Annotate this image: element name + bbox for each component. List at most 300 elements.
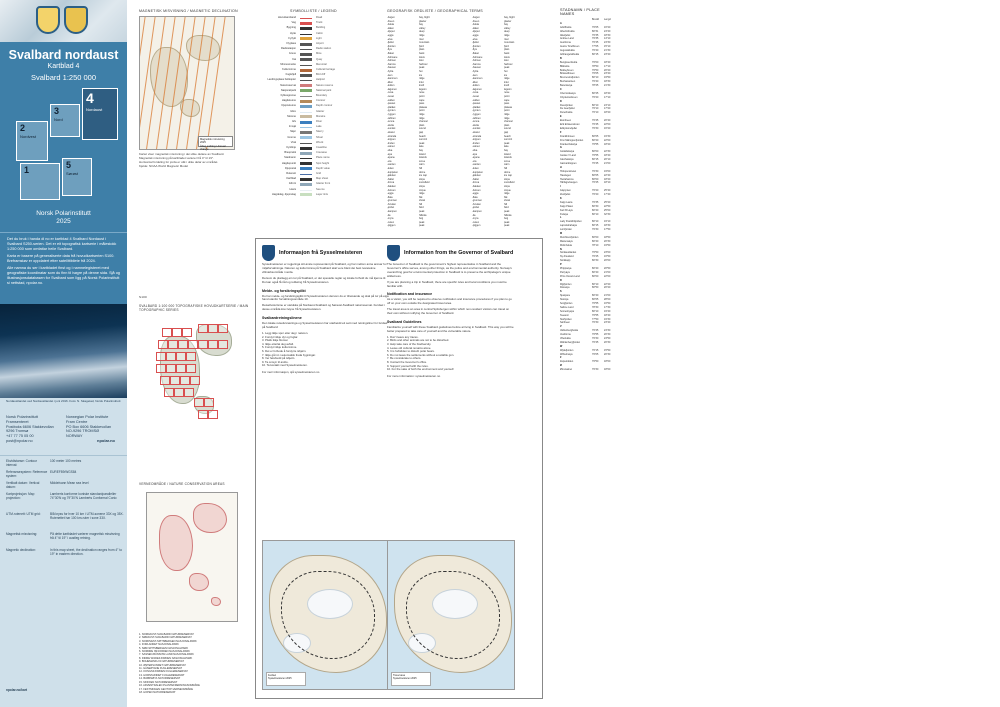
sheet-2-cell[interactable]: 2 Nordvest	[16, 121, 48, 161]
term-entry: -vatnet	[472, 145, 480, 149]
legend-label: Fylkesgrense	[280, 94, 296, 97]
description-paragraph: Alle namna du ser i kartbladet finst og i namnelegisteret med geografiske koordinatar som du finn til høgre på denne sida. Sjå og illustrasjonsdatabasen for Svalbard som ligg på Norsk Polarinstitutt si nettstad, npolar.no.	[7, 266, 120, 285]
legend-label: Minnesmerke	[280, 62, 296, 66]
legend-row	[258, 73, 363, 77]
place-name: Arkhangelskbukta	[560, 53, 580, 57]
term-entry: -botnen	[472, 188, 481, 192]
legend-row	[258, 26, 363, 30]
magnetic-declination-header: MAGNETISK MISVISNING / MAGNETIC DECLINATION	[139, 9, 238, 13]
guideline-item: 2. Forstyrr ikkje dyr og fuglar.	[262, 334, 299, 339]
place-latitude: 79°30	[592, 228, 599, 232]
legend-symbol-icon	[300, 74, 312, 77]
term-entry: -hovden	[387, 202, 397, 206]
legend-symbol-icon	[300, 121, 312, 124]
legend-label: Isbre	[290, 109, 296, 113]
legend-description: Radio station	[316, 47, 332, 51]
governor-title: Informasjon frå Sysselmeisteren	[279, 250, 363, 256]
index-sheet-cell[interactable]	[198, 324, 208, 333]
sheet-4-cell[interactable]: 4 Nordaust	[82, 88, 118, 140]
legend-description: Layer tints	[316, 192, 328, 196]
legend-description: Mine	[316, 52, 322, 56]
legend-description: Coastline	[316, 146, 327, 149]
term-entry: peak	[504, 141, 510, 145]
term-entry: -kulen	[472, 166, 479, 170]
legend-row	[258, 52, 363, 56]
legend-label: Veg	[291, 21, 296, 25]
legend-description: Lake	[316, 125, 322, 129]
index-sheet-cell[interactable]	[174, 388, 184, 397]
term-entry: lake	[419, 145, 424, 149]
index-sheet-cell[interactable]	[186, 364, 196, 373]
term-entry: nose	[419, 91, 425, 95]
term-entry: ridge	[504, 77, 510, 81]
term-entry: -lia	[472, 213, 476, 217]
section-heading: Notification and insurance	[387, 292, 433, 297]
protected-area-item: 9. BOHEMANFLYA NATURRESERVAT	[139, 660, 184, 664]
index-sheet-cell[interactable]	[176, 352, 186, 361]
term-entry: nose	[504, 91, 510, 95]
term-entry: -flata	[472, 195, 478, 199]
place-longitude: 25°00	[604, 208, 611, 212]
term-entry: hillside	[504, 213, 512, 217]
place-latitude: 79°05	[592, 352, 599, 356]
term-entry: mountain	[504, 41, 515, 45]
terms-column-norwegian	[472, 16, 502, 228]
place-latitude: 80°31	[592, 29, 599, 33]
term-entry: -hausen	[387, 66, 397, 70]
index-sheet-cell[interactable]	[164, 388, 174, 397]
section-heading: Svalbardretningslinene	[262, 316, 302, 321]
index-sheet-cell[interactable]	[186, 352, 196, 361]
travel-area-map	[262, 540, 390, 690]
index-sheet-cell[interactable]	[176, 364, 186, 373]
place-longitude: 24°50	[604, 337, 611, 341]
place-latitude: 79°55	[592, 302, 599, 306]
legend-symbol-icon	[300, 131, 312, 134]
place-name: Karl XII-øya	[560, 208, 573, 212]
place-longitude: 32°30	[604, 212, 611, 216]
place-name: Hårfagrehaugen	[560, 181, 578, 185]
place-name: Heclahamna	[560, 177, 574, 181]
index-sheet-cell[interactable]	[166, 352, 176, 361]
place-name: Phippsøya	[560, 267, 572, 270]
protected-area-item: 14. BJØRNØYA NATURRESERVAT	[139, 677, 181, 681]
index-sheet-cell[interactable]	[166, 364, 176, 373]
place-name: Brennevinsfjorden	[560, 76, 580, 80]
term-entry: plateau	[504, 105, 513, 109]
place-name: Mohnbukta	[560, 243, 572, 247]
legend-description: Nature reserve	[316, 83, 334, 87]
legend-label: Fyrlykt	[288, 36, 296, 40]
index-sheet-cell[interactable]	[156, 364, 166, 373]
index-sheet-cell[interactable]	[172, 328, 182, 337]
place-name: Sorgfjorden	[560, 302, 573, 306]
place-longitude: 18°10	[604, 181, 611, 185]
term-entry: ridge	[504, 33, 510, 37]
sheet-3-cell[interactable]: 3 Nord	[50, 104, 80, 137]
term-entry: ice	[419, 73, 423, 77]
term-entry: river	[504, 37, 509, 41]
place-longitude: 16°20	[604, 126, 611, 130]
governor-link[interactable]: For more information: sysselmeisteren.no	[387, 373, 441, 378]
place-name: Sørbreen	[560, 321, 570, 325]
place-name: Austfonna	[560, 41, 571, 45]
place-longitude: 18°20	[604, 177, 611, 181]
place-name: Austre Torellbreen	[560, 45, 580, 49]
place-name: Idunfjellet	[560, 193, 571, 197]
place-name: Isispynten	[560, 189, 571, 193]
term-entry: -jordet	[472, 206, 480, 210]
place-longitude: 17°30	[604, 305, 611, 309]
place-longitude: 21°00	[604, 294, 611, 298]
protected-area-item: 1. NORDAUST-SVALBARD NATURRESERVAT	[139, 633, 194, 636]
place-name: Albertinibukta	[560, 29, 575, 33]
letter-heading: H	[560, 165, 562, 169]
place-longitude: 20°30	[604, 352, 611, 356]
legend-row	[258, 47, 363, 51]
legend-row	[258, 94, 363, 98]
place-latitude: 80°15	[592, 224, 599, 228]
term-entry: -jøkulen	[387, 174, 396, 178]
place-latitude: 80°25	[592, 91, 599, 95]
term-entry: -hausen	[472, 66, 482, 70]
letter-heading: F	[560, 130, 562, 134]
place-latitude: 80°10	[592, 103, 599, 107]
protected-area-item: 3. NORDVEST-SPITSBERGEN NASJONALPARK	[139, 639, 197, 643]
legend-row	[258, 115, 363, 119]
place-name: Ørretvatnet	[560, 368, 572, 372]
index-sheet-cell[interactable]	[198, 340, 208, 349]
term-entry: -kilen	[387, 80, 393, 84]
index-sheet-cell[interactable]	[208, 340, 218, 349]
place-name: Erik Eriksenstretet	[560, 123, 580, 127]
legend-symbol-icon	[300, 34, 312, 35]
term-entry: ridge	[419, 33, 425, 37]
protected-area-shape	[159, 515, 193, 571]
letter-heading: C	[560, 88, 562, 92]
website-link[interactable]: npolar.no	[97, 438, 115, 443]
legend-label: Høgdelag, djupnelag	[272, 192, 296, 196]
term-entry: -elva	[472, 37, 478, 41]
legend-row	[258, 32, 363, 36]
place-latitude: 77°05	[592, 45, 599, 49]
place-latitude: 79°30	[592, 169, 599, 173]
place-latitude: 79°15	[592, 348, 599, 352]
publisher-name: Norsk Polarinstitutt	[36, 210, 91, 217]
place-longitude: 22°20	[604, 282, 611, 286]
term-entry: -hytta	[472, 69, 479, 73]
place-latitude: 79°55	[592, 142, 599, 146]
term-entry: plain	[504, 123, 510, 127]
index-sheet-cell[interactable]	[170, 376, 180, 385]
place-longitude: 20°00	[604, 259, 611, 263]
governor-info-english: Information from the Governor of Svalbard The Governor of Svalbard is the government's highest representative in Svalbard and the Governor's office serves, among other things, as the police and environmental authority. Norway's overarching goal for environmental protection in Svalbard is to preserve the archipelago's unique wilderness. If you are planning a trip in Svalbard, there are specific rules and local conditions you must be familiar with. Notification and insurance As a visitor, you will be required to observe notification and insurance procedures if you plan to go off on your own outside the designated travel area. The travel area is an area in central Spitsbergen within which non-resident visitors can travel on their own without notifying the Governor of Svalbard. Svalbard Guidelines Familiarize yourself with these Svalbard guidelines before arriving in Svalbard. This way you will be better prepared to take care of yourself and the vulnerable nature. 1. Don't leave any traces. 2. Birds and other animals are not to be disturbed. 3. Help take care of the biodiversity. 4. Leave old cultural remains alone. 5. It is forbidden to disturb polar bears. 6. Do not leave the settlements without a suitable gun. 7. Be considerate to others. 8. Contact the Governor's office. 9. Support yourself with the rules. 10. For the sake of both the environment and yourself. For more information: sysselmeisteren.no	[387, 245, 515, 381]
place-longitude: 24°40	[604, 29, 611, 33]
index-sheet-cell[interactable]	[198, 410, 208, 419]
index-sheet-cell[interactable]	[156, 352, 166, 361]
term-entry: -djupet	[472, 30, 480, 34]
email-link[interactable]: post@npolar.no	[6, 438, 33, 443]
place-longitude: 24°30	[604, 41, 611, 45]
term-entry: summit	[504, 138, 513, 142]
legend-label: Flyplass	[286, 42, 296, 45]
place-name: Duvefjorden	[560, 103, 573, 107]
place-longitude: 18°00	[604, 360, 611, 364]
place-latitude: 80°05	[592, 173, 599, 177]
term-entry: ridge	[504, 116, 510, 120]
term-entry: cape	[504, 98, 510, 102]
term-entry: -bogen	[472, 16, 480, 19]
place-latitude: 80°40	[592, 239, 599, 243]
legend-symbol-icon	[300, 96, 312, 97]
legend-symbol-icon	[300, 84, 312, 87]
legend-description: Moraine	[316, 114, 326, 118]
legend-description: Map sheet	[316, 177, 329, 181]
place-latitude: 79°20	[592, 193, 599, 197]
protected-area-item: 17. FESTNINGEN GEOTOP-VERNEOMRÅDE	[139, 687, 193, 691]
guideline-item: 7. Be considerate to others.	[387, 356, 422, 361]
governor-link[interactable]: For meir informasjon, sjå sysselmeisteren.no	[262, 369, 320, 374]
term-entry: valley	[419, 26, 426, 30]
term-entry: -elva	[387, 37, 393, 41]
place-longitude: 18°40	[604, 313, 611, 317]
index-sheet-cell[interactable]	[190, 376, 200, 385]
term-entry: -sletta	[387, 123, 394, 127]
term-entry: -bogen	[387, 16, 395, 19]
place-longitude: 21°00	[604, 161, 611, 165]
place-latitude: 77°50	[592, 317, 599, 321]
guideline-item: 3. Plukk ikkje blomar.	[262, 338, 289, 343]
place-name: Lomfjorden	[560, 228, 572, 232]
index-sheet-cell[interactable]	[180, 376, 190, 385]
term-entry: pass	[419, 102, 425, 106]
legend-label: Havis	[289, 187, 296, 191]
term-entry: slope	[419, 184, 425, 188]
legend-symbol-icon	[300, 80, 312, 81]
place-name: Chermsideøya	[560, 91, 576, 95]
term-entry: -skaret	[387, 131, 395, 134]
legend-label: Naturreservat	[280, 83, 296, 87]
index-sheet-cell[interactable]	[162, 328, 172, 337]
legend-row	[258, 141, 363, 145]
legend-description: River	[316, 120, 323, 123]
index-sheet-cell[interactable]	[208, 410, 218, 419]
protected-area-item: 2. SØRAUST-SVALBARD NATURRESERVAT	[139, 636, 192, 640]
map-note: Ferdsel Sysselmeisteren 2025	[266, 672, 306, 686]
place-longitude: 18°50	[604, 235, 611, 239]
place-latitude: 80°30	[592, 204, 599, 208]
term-entry: -toppen	[472, 138, 481, 142]
guideline-item: 5. It is forbidden to disturb polar bears.	[387, 349, 435, 354]
term-entry: island	[504, 152, 511, 156]
place-latitude: 79°25	[592, 255, 599, 259]
place-longitude: 19°30	[604, 317, 611, 321]
travel-area-map	[387, 540, 515, 690]
place-name: Sabine Land	[560, 305, 574, 309]
legend-symbol-icon	[300, 193, 312, 196]
legend-row	[258, 58, 363, 62]
term-entry: -nuten	[387, 220, 395, 224]
term-entry: islet	[504, 59, 509, 63]
place-name: Wijdefjorden	[560, 348, 574, 352]
governor-crest-icon	[262, 245, 275, 261]
place-latitude: 79°45	[592, 41, 599, 45]
legend-row	[258, 63, 363, 67]
term-entry: hillside	[419, 213, 427, 217]
index-sheet-cell[interactable]	[160, 376, 170, 385]
place-longitude: 20°40	[604, 119, 611, 123]
place-latitude: 78°25	[592, 84, 599, 88]
term-entry: -stranda	[472, 134, 482, 138]
term-entry: -fonna	[387, 181, 395, 185]
place-name: Glenhalvøya	[560, 158, 574, 162]
term-entry: -kammen	[387, 77, 398, 81]
term-entry: -neset	[472, 95, 479, 99]
term-entry: ridge	[504, 113, 510, 117]
term-entry: bay	[504, 23, 509, 27]
place-name: Sjuøyane	[560, 294, 571, 298]
legend-row	[258, 99, 363, 103]
term-entry: plain	[504, 48, 510, 52]
place-longitude: 18°00	[604, 368, 611, 372]
term-entry: -holmen	[472, 59, 482, 63]
legend-row	[258, 78, 363, 82]
place-longitude: 24°30	[604, 329, 611, 333]
legend-row	[258, 177, 363, 181]
term-entry: hill	[419, 202, 423, 206]
index-sheet-cell[interactable]	[184, 388, 194, 397]
legend-description: Track	[316, 21, 323, 25]
guideline-item: 10. For the sake of both the environment and yourself.	[387, 367, 455, 372]
legend-description: Cabin	[316, 31, 323, 35]
term-entry: -piggen	[387, 224, 396, 228]
place-name: Martensøya	[560, 239, 573, 243]
index-sheet-cell[interactable]	[208, 324, 218, 333]
index-sheet-cell[interactable]	[194, 398, 204, 407]
place-name: Zeipelodden	[560, 360, 574, 364]
place-longitude: 20°10	[604, 158, 611, 162]
index-sheet-cell[interactable]	[204, 398, 214, 407]
term-entry: ridge	[504, 192, 510, 196]
legend-description: Memorial	[316, 62, 327, 66]
place-latitude: 79°50	[592, 68, 599, 72]
letter-heading: K	[560, 196, 562, 200]
legend-description: Road	[316, 16, 323, 19]
index-sheet-cell[interactable]	[188, 340, 198, 349]
term-entry: -botnen	[387, 188, 396, 192]
place-longitude: 28°00	[604, 298, 611, 302]
term-entry: -vika	[472, 148, 478, 152]
governor-info-norwegian: Informasjon frå Sysselmeisteren Sysselmeisteren er regjeringa sitt øvste representant på Svalbard, og har mellom anna ansvar for miljøforvaltninga. Naturen og kulturminna på Svalbard skal vere blant dei best ivaretekne villmarksområda i verda. Dersom du planlegg ein tur på Svalbard, er det spesielle reglar og lokale forhold du må kjenne til. Du kan også få råd og rettleiing frå Sysselmeisteren. Melde- og forsikringsplikt Du har melde- og forsikringsplikt til Sysselmeisteren dersom du er tilreisande og skal på tur på eiga hand utanfor forvaltningsområde 10. Reiselivsturisme er utelukka på Nordaust-Svalbard og Søraust-Svalbard naturreservat. Ferdsel i desse områda krev løyve frå Sysselmeisteren. Svalbardretningslinene Den lokale reiselivsnæringa og Sysselmeisteren har utarbeidd eit sett med retningsliner for ferdsel på Svalbard: 1. Legg ikkje spor etter deg i naturen. 2. Forstyrr ikkje dyr og fuglar. 3. Plukk ikkje blomar. 4. Ikkje etterlat deg avfall. 5. Forstyrr ikkje kulturminne. 6. Det er forbode å forstyrre isbjørn. 7. Ikkje gå inn i automatisk freda bygningar. 8. Ver førebudd på isbjørn. 9. Ta omsyn til andre. 10. Ta kontakt med Sysselmeisteren. For meir informasjon, sjå sysselmeisteren.no	[262, 245, 390, 377]
legend-label: Djupnekurve	[281, 104, 296, 108]
legend-label: Gruve	[288, 52, 296, 56]
term-entry: bog	[419, 217, 424, 221]
term-entry: -vika	[387, 148, 393, 152]
term-entry: -tinden	[387, 141, 395, 145]
place-name: Gustav V Land	[560, 154, 576, 158]
legend-row	[258, 104, 363, 108]
legend-label: Elv	[292, 120, 296, 123]
place-longitude: 16°20	[604, 25, 611, 29]
term-entry: -hamna	[472, 62, 481, 66]
legend-symbol-icon	[300, 53, 312, 56]
index-sheet-cell[interactable]	[168, 340, 178, 349]
footer-link[interactable]: npolar.no/kart	[6, 688, 28, 692]
sheet-5-cell[interactable]: 5 Sørøst	[62, 158, 92, 196]
term-entry: -grunnen	[387, 199, 398, 203]
term-entry: -fjellet	[387, 41, 394, 45]
terms-column-norwegian	[387, 16, 417, 228]
legend-label: Hovudsamband	[277, 16, 296, 19]
index-sheet-cell[interactable]	[158, 340, 168, 349]
guideline-item: 1. Legg ikkje spor etter deg i naturen.	[262, 330, 309, 335]
governor-title: Information from the Governor of Svalbard	[404, 250, 514, 256]
legend-row	[258, 16, 363, 20]
term-entry: bay	[419, 23, 424, 27]
place-name: Bengtssenbukta	[560, 60, 578, 64]
protected-area-item: 6. NORDRE ISFJORDEN NASJONALPARK	[139, 650, 190, 654]
term-entry: pass	[504, 102, 510, 106]
sheet-1-cell[interactable]: 1	[20, 163, 60, 200]
guideline-item: 2. Birds and other animals are not to be disturbed.	[387, 338, 450, 343]
place-name: Gotiahalvøya	[560, 150, 575, 154]
term-entry: -djupet	[387, 30, 395, 34]
cover-header	[0, 0, 127, 232]
term-entry: -odden	[387, 98, 395, 102]
letter-heading: V	[560, 325, 562, 329]
term-entry: dome	[419, 170, 426, 174]
guideline-item: 3. Help take care of the biodiversity.	[387, 342, 432, 347]
governor-info-panel	[255, 238, 543, 699]
place-latitude: 79°20	[592, 95, 599, 99]
term-entry: hill	[419, 166, 423, 170]
index-sheet-cell[interactable]	[218, 324, 228, 333]
term-entry: -kampen	[472, 210, 482, 214]
legend-row	[258, 188, 363, 192]
term-entry: -bukta	[387, 23, 394, 27]
norwegian-polar-crest-icon	[36, 6, 60, 34]
place-name-register	[560, 8, 614, 372]
place-name: Kapp Laura	[560, 200, 573, 204]
place-name: Lady Franklinfjorden	[560, 220, 582, 224]
index-sheet-cell[interactable]	[182, 328, 192, 337]
series-index-header: SVALBARD 1:100 000 TOPOGRAFISKE HOVUDKARTSERIE / MAIN TOPOGRAPHIC SERIES	[139, 304, 249, 312]
legend-symbol-icon	[300, 58, 312, 61]
place-latitude: 79°20	[592, 189, 599, 193]
index-sheet-cell[interactable]	[178, 340, 188, 349]
term-entry: -sundet	[387, 127, 396, 131]
term-entry: bank	[419, 51, 425, 55]
guideline-item: 7. Ikkje gå inn i automatisk freda bygningar.	[262, 352, 316, 357]
topographic-series-index-map	[146, 318, 238, 438]
legend-row	[258, 68, 363, 72]
term-entry: cirque	[504, 188, 511, 192]
place-latitude: 80°00	[592, 150, 599, 154]
place-longitude: 17°40	[604, 193, 611, 197]
term-entry: -hallet	[387, 177, 394, 181]
place-latitude: 79°30	[592, 126, 599, 130]
place-longitude: 21°30	[604, 84, 611, 88]
place-name: Scoresbyøya	[560, 309, 574, 313]
legend-symbol-icon	[300, 127, 312, 128]
term-entry: -hamna	[387, 62, 396, 66]
term-entry: peak	[504, 210, 510, 214]
term-entry: -øyane	[387, 156, 395, 160]
place-name: Nordaustlandet	[560, 251, 577, 255]
term-entry: -nosa	[387, 91, 394, 95]
term-entry: -nuten	[472, 220, 480, 224]
index-sheet-cell[interactable]	[218, 340, 228, 349]
